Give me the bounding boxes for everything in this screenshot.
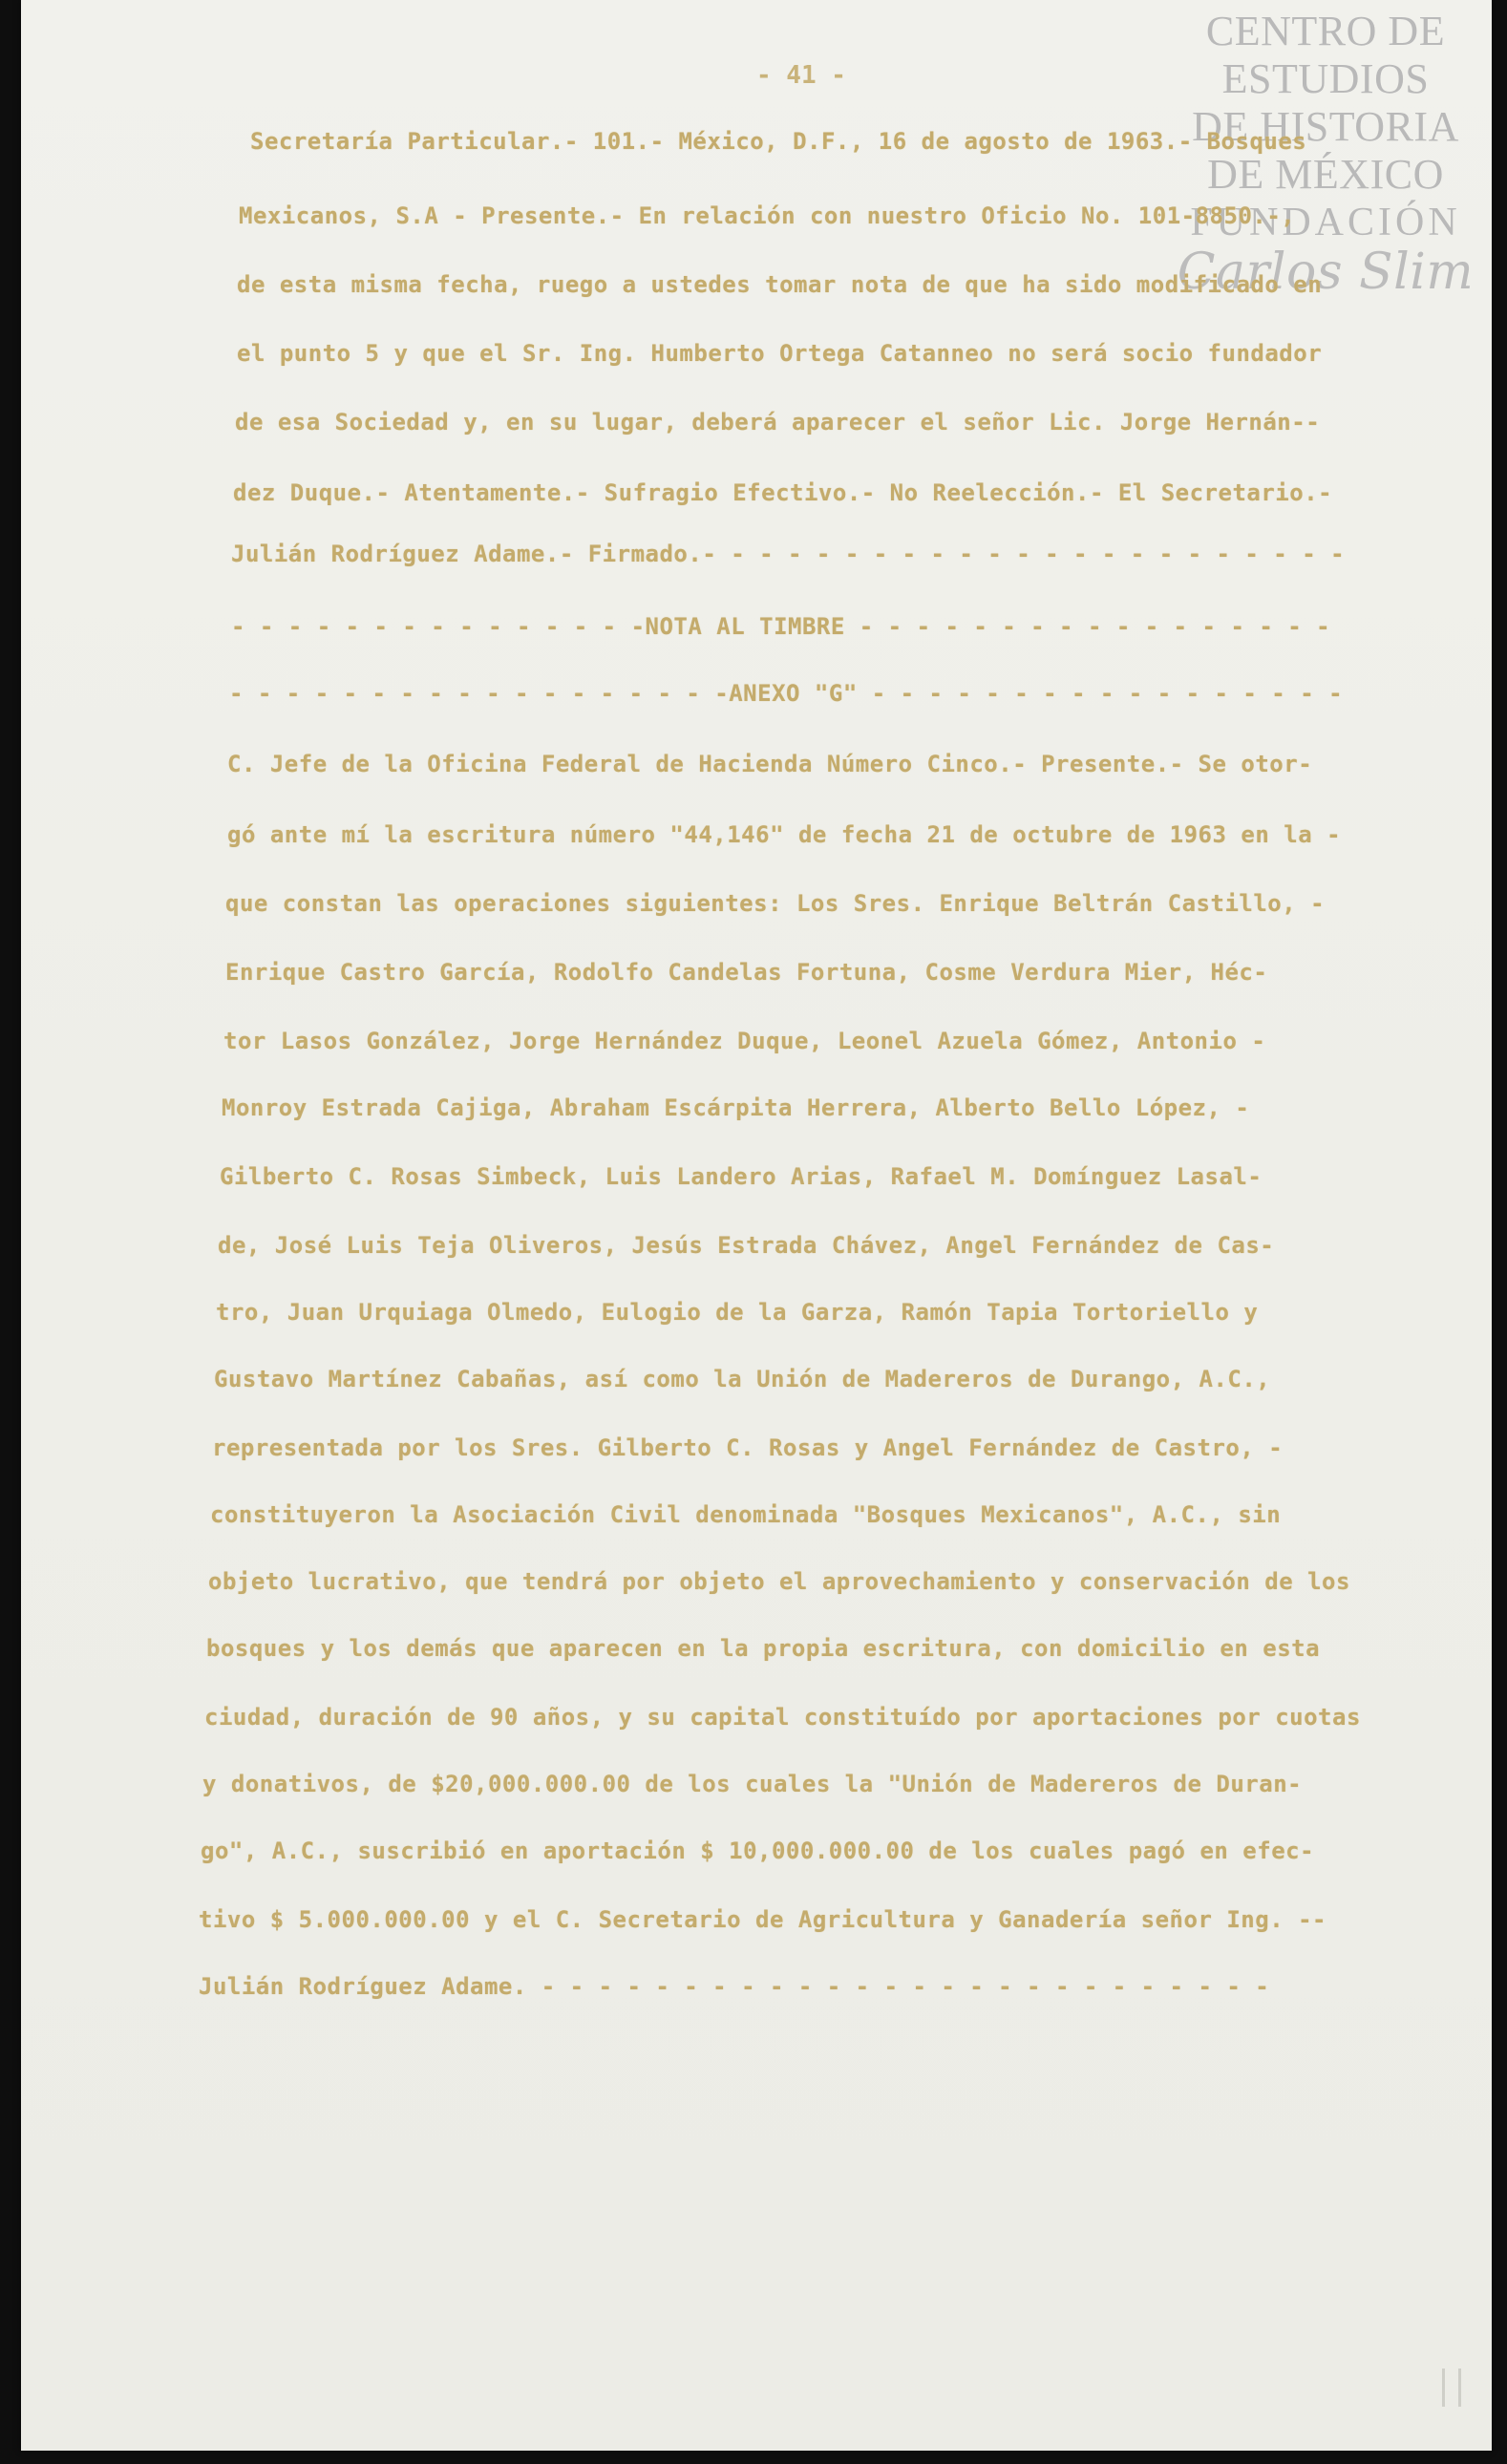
- text-line: bosques y los demás que aparecen en la propia escritura, con domicilio en esta: [206, 1635, 1321, 1662]
- text-line: dez Duque.- Atentamente.- Sufragio Efectivo.- No Reelección.- El Secretario.-: [233, 479, 1333, 506]
- text-line: go", A.C., suscribió en aportación $ 10,000.000.00 de los cuales pagó en efec-: [201, 1837, 1315, 1864]
- text-line: Enrique Castro García, Rodolfo Candelas Fortuna, Cosme Verdura Mier, Héc-: [225, 959, 1268, 986]
- text-line: de, José Luis Teja Oliveros, Jesús Estrada Chávez, Angel Fernández de Cas-: [218, 1232, 1275, 1259]
- text-line: objeto lucrativo, que tendrá por objeto el aprovechamiento y conservación de los: [208, 1568, 1350, 1595]
- signature-logo: Carlos Slim: [1177, 244, 1475, 301]
- text-line: Julián Rodríguez Adame.- Firmado.- - - - - - - - - - - - - - - - - - - - - - -: [231, 541, 1346, 567]
- text-line: y donativos, de $20,000.000.00 de los cuales la "Unión de Madereros de Duran-: [202, 1771, 1303, 1797]
- text-line: tro, Juan Urquiaga Olmedo, Eulogio de la Garza, Ramón Tapia Tortoriello y: [216, 1299, 1259, 1326]
- section-divider: - - - - - - - - - - - - - - - - - -ANEXO "G" - - - - - - - - - - - - - - - - -: [229, 680, 1344, 707]
- text-line: tor Lasos González, Jorge Hernández Duque, Leonel Azuela Gómez, Antonio -: [223, 1028, 1266, 1054]
- text-line: Monroy Estrada Cajiga, Abraham Escárpita Herrera, Alberto Bello López, -: [222, 1094, 1250, 1121]
- text-line: Gilberto C. Rosas Simbeck, Luis Landero Arias, Rafael M. Domínguez Lasal-: [220, 1163, 1263, 1190]
- text-line: representada por los Sres. Gilberto C. Rosas y Angel Fernández de Castro, -: [212, 1434, 1284, 1461]
- page-number: - 41 -: [756, 61, 846, 90]
- watermark-line: DE HISTORIA: [1192, 103, 1459, 150]
- text-line: que constan las operaciones siguientes: Los Sres. Enrique Beltrán Castillo, -: [225, 890, 1326, 917]
- watermark-line: CENTRO DE: [1205, 8, 1446, 54]
- text-line: de esta misma fecha, ruego a ustedes tomar nota de que ha sido modificado en: [237, 271, 1323, 298]
- section-divider: - - - - - - - - - - - - - - -NOTA AL TIMBRE - - - - - - - - - - - - - - - - -: [231, 613, 1331, 640]
- text-line: tivo $ 5.000.000.00 y el C. Secretario de Agricultura y Ganadería señor Ing. --: [199, 1906, 1327, 1933]
- watermark-line: ESTUDIOS: [1221, 55, 1430, 102]
- text-line: de esa Sociedad y, en su lugar, deberá aparecer el señor Lic. Jorge Hernán--: [235, 409, 1321, 435]
- page-edge-mark: [1442, 2368, 1461, 2407]
- text-line: Secretaría Particular.- 101.- México, D.F., 16 de agosto de 1963.- Bosques: [250, 128, 1307, 155]
- text-line: constituyeron la Asociación Civil denominada "Bosques Mexicanos", A.C., sin: [210, 1501, 1282, 1528]
- text-line: el punto 5 y que el Sr. Ing. Humberto Ortega Catanneo no será socio fundador: [237, 340, 1323, 367]
- text-line: Gustavo Martínez Cabañas, así como la Unión de Madereros de Durango, A.C.,: [214, 1366, 1271, 1392]
- text-line: C. Jefe de la Oficina Federal de Hacienda Número Cinco.- Presente.- Se otor-: [227, 751, 1313, 777]
- text-line: Julián Rodríguez Adame. - - - - - - - - - - - - - - - - - - - - - - - - - -: [199, 1973, 1270, 2000]
- watermark-line: FUNDACIÓN: [1190, 201, 1461, 244]
- watermark-line: DE MÉXICO: [1207, 151, 1444, 198]
- text-line: Mexicanos, S.A - Presente.- En relación con nuestro Oficio No. 101-8850.-,: [239, 202, 1296, 229]
- text-line: ciudad, duración de 90 años, y su capital constituído por aportaciones por cuotas: [204, 1704, 1361, 1731]
- text-line: gó ante mí la escritura número "44,146" de fecha 21 de octubre de 1963 en la -: [227, 821, 1342, 848]
- document-page: [21, 0, 1492, 2451]
